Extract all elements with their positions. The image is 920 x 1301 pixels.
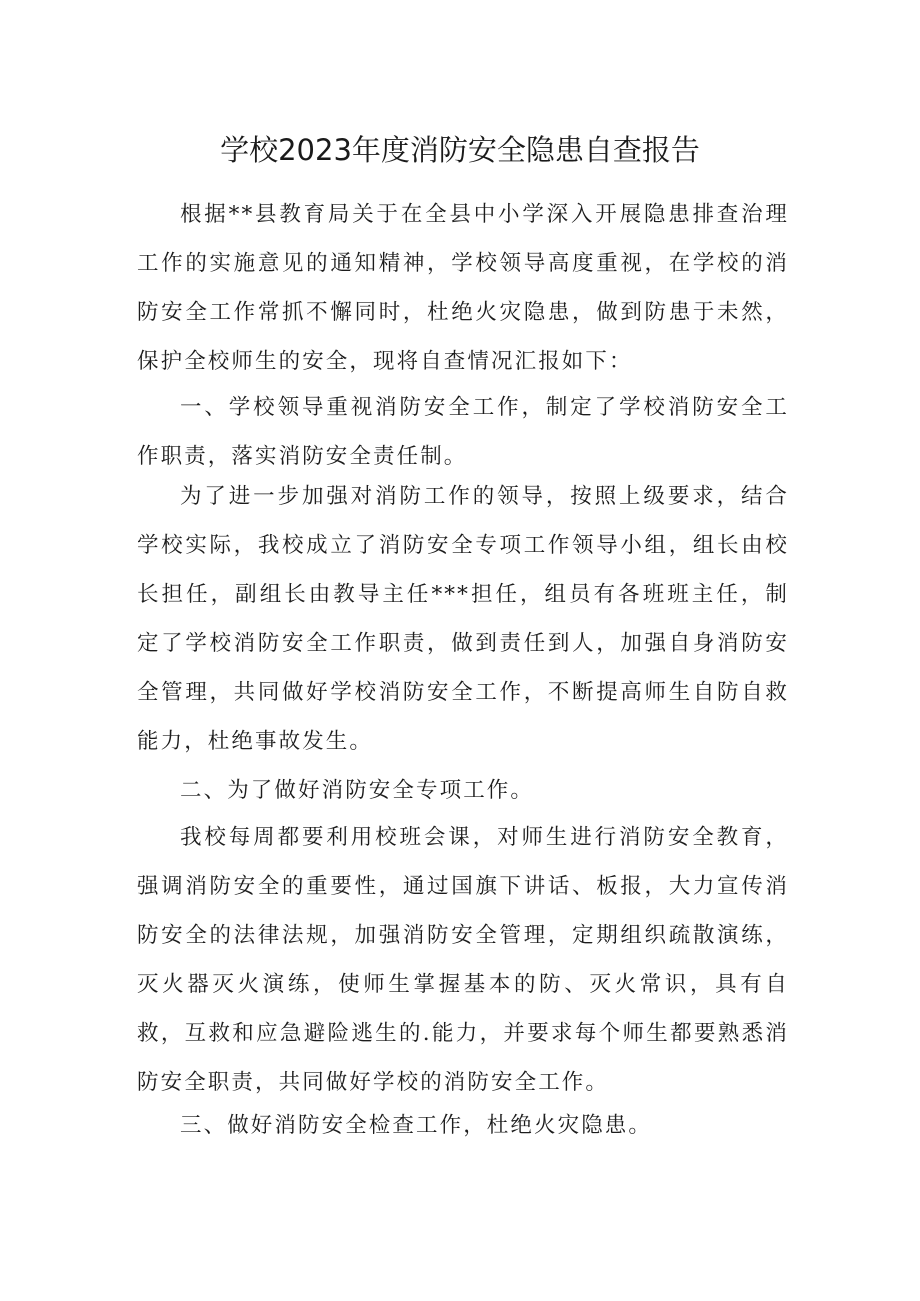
paragraph-section-2-heading: 二、为了做好消防安全专项工作。 [180, 778, 535, 803]
paragraph-section-1-heading: 一、学校领导重视消防安全工作，制定了学校消防安全工作职责，落实消防安全责任制。 [137, 395, 789, 469]
paragraph-intro: 根据**县教育局关于在全县中小学深入开展隐患排查治理工作的实施意见的通知精神，学校领导高度重视，在学校的消防安全工作常抓不懈同时，杜绝火灾隐患，做到防患于未然，保护全校师生的安全，现将自查情况汇报如下： [137, 202, 789, 374]
paragraph-section-1-body: 为了进一步加强对消防工作的领导，按照上级要求，结合学校实际，我校成立了消防安全专项工作领导小组，组长由校长担任，副组长由教导主任***担任，组员有各班班主任，制定了学校消防安全工作职责，做到责任到人，加强自身消防安全管理，共同做好学校消防安全工作，不断提高师生自防自救能力，杜绝事故发生。 [137, 484, 789, 754]
document-title: 学校2023年度消防安全隐患自查报告 [220, 133, 700, 167]
paragraph-section-3-heading: 三、做好消防安全检查工作，杜绝火灾隐患。 [180, 1113, 653, 1138]
paragraph-section-2-body: 我校每周都要利用校班会课，对师生进行消防安全教育，强调消防安全的重要性，通过国旗下讲话、板报，大力宣传消防安全的法律法规，加强消防安全管理，定期组织疏散演练，灭火器灭火演练，使师生掌握基本的防、灭火常识，具有自救，互救和应急避险逃生的.能力，并要求每个师生都要熟悉消防安全职责，共同做好学校的消防安全工作。 [137, 825, 789, 1095]
